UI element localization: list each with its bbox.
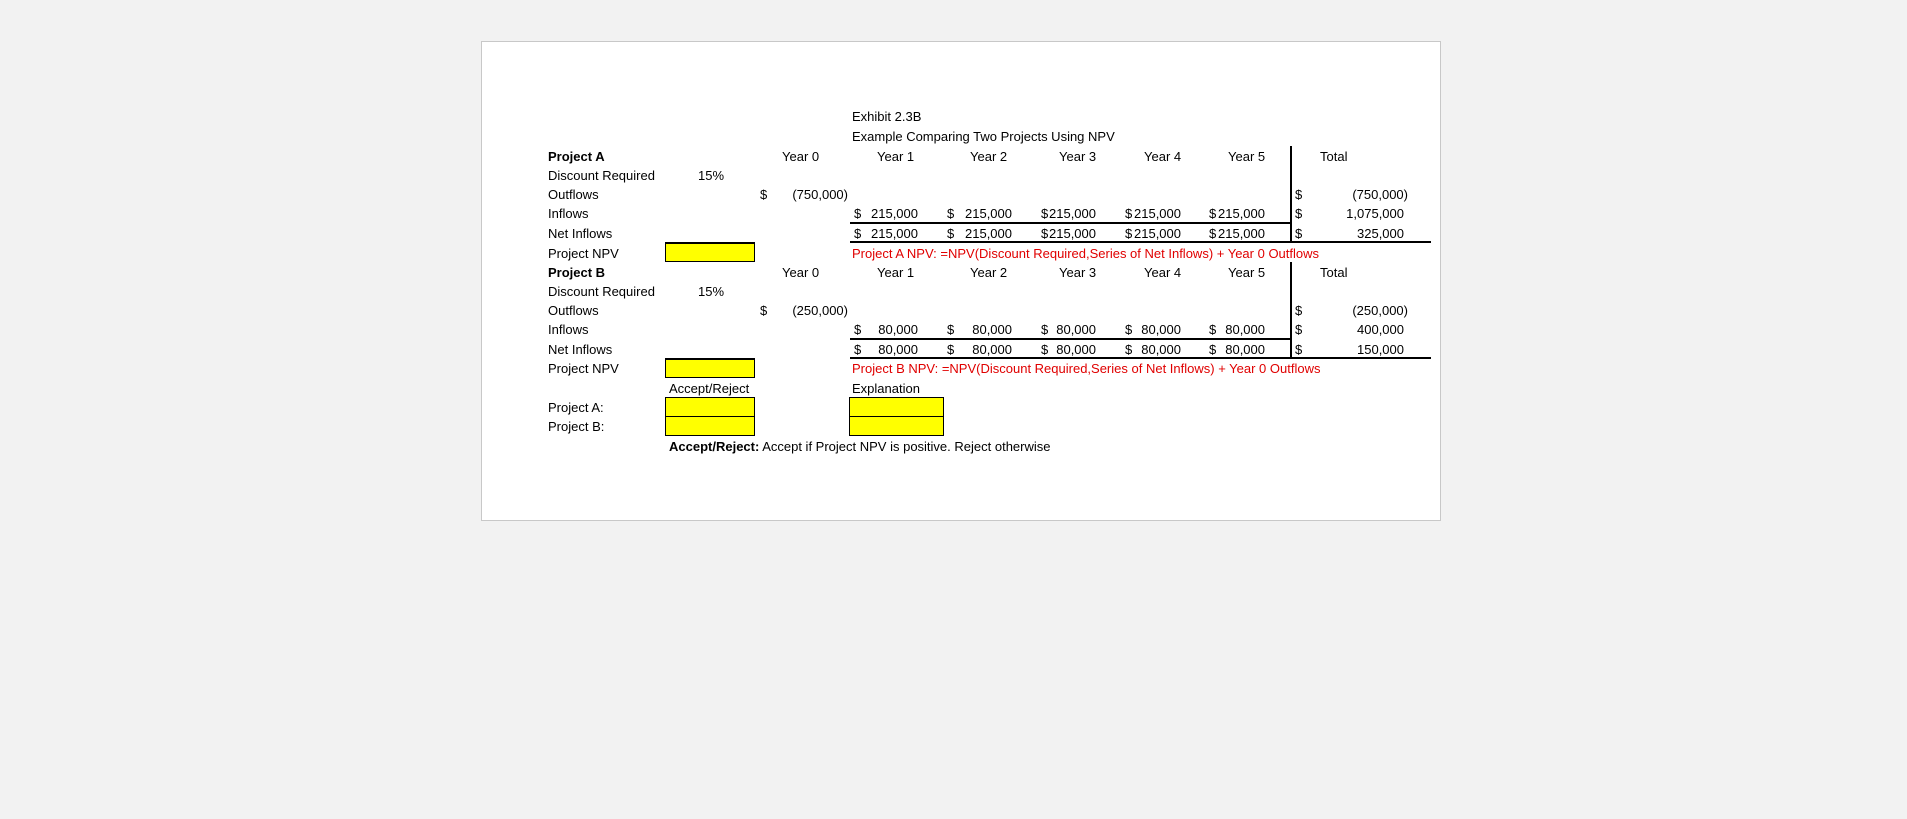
currency-symbol: $ <box>1295 226 1303 241</box>
outflows-label: Outflows <box>548 187 599 202</box>
project-a-net-inflow: 215,000 <box>965 226 1012 241</box>
currency-symbol: $ <box>1295 342 1303 357</box>
project-a-total-net: 325,000 <box>1357 226 1404 241</box>
project-b-total-inflows: 400,000 <box>1357 322 1404 337</box>
project-b-heading: Project B <box>548 265 606 280</box>
year-header: Year 5 <box>1228 149 1266 164</box>
project-b-inflow[interactable]: 80,000 <box>878 322 918 337</box>
discount-label: Discount Required <box>548 284 655 299</box>
exhibit-subtitle: Example Comparing Two Projects Using NPV <box>852 129 1115 144</box>
project-b-net-inflow: 80,000 <box>878 342 918 357</box>
currency-symbol: $ <box>1125 206 1133 221</box>
project-b-net-inflow: 80,000 <box>1056 342 1096 357</box>
currency-symbol: $ <box>854 342 862 357</box>
currency-symbol: $ <box>1125 322 1133 337</box>
project-npv-label: Project NPV <box>548 246 619 261</box>
year-header: Year 2 <box>970 265 1008 280</box>
currency-symbol: $ <box>1125 342 1133 357</box>
net-inflows-underline <box>850 357 1297 359</box>
project-a-discount-rate[interactable]: 15% <box>698 168 725 183</box>
decision-rule-label: Accept/Reject: <box>669 439 760 454</box>
inflows-underline <box>850 222 1290 224</box>
project-npv-label: Project NPV <box>548 361 619 376</box>
total-underline <box>1294 357 1431 359</box>
currency-symbol: $ <box>1041 206 1049 221</box>
year-header: Year 1 <box>877 149 915 164</box>
project-b-inflow[interactable]: 80,000 <box>1056 322 1096 337</box>
project-a-net-inflow: 215,000 <box>1049 226 1096 241</box>
currency-symbol: $ <box>1209 322 1217 337</box>
total-column-divider <box>1290 262 1292 358</box>
currency-symbol: $ <box>854 226 862 241</box>
currency-symbol: $ <box>760 303 768 318</box>
currency-symbol: $ <box>1041 342 1049 357</box>
year-header: Year 4 <box>1144 265 1182 280</box>
currency-symbol: $ <box>1041 322 1049 337</box>
discount-label: Discount Required <box>548 168 655 183</box>
project-b-inflow[interactable]: 80,000 <box>1225 322 1265 337</box>
project-a-outflow-year0[interactable]: (750,000) <box>792 187 848 202</box>
year-header: Year 1 <box>877 265 915 280</box>
project-b-accept-reject-input[interactable] <box>665 416 755 436</box>
currency-symbol: $ <box>947 322 955 337</box>
inflows-underline <box>850 338 1290 340</box>
accept-reject-header: Accept/Reject <box>669 381 750 396</box>
currency-symbol: $ <box>760 187 768 202</box>
project-b-total-outflows: (250,000) <box>1352 303 1408 318</box>
project-a-inflow[interactable]: 215,000 <box>1134 206 1181 221</box>
net-inflows-label: Net Inflows <box>548 226 613 241</box>
net-inflows-label: Net Inflows <box>548 342 613 357</box>
currency-symbol: $ <box>947 226 955 241</box>
currency-symbol: $ <box>854 322 862 337</box>
project-a-net-inflow: 215,000 <box>1134 226 1181 241</box>
currency-symbol: $ <box>947 206 955 221</box>
project-b-inflow[interactable]: 80,000 <box>1141 322 1181 337</box>
project-a-decision-label: Project A: <box>548 400 604 415</box>
project-a-inflow[interactable]: 215,000 <box>871 206 918 221</box>
project-b-discount-rate[interactable]: 15% <box>698 284 725 299</box>
year-header: Year 2 <box>970 149 1008 164</box>
total-header: Total <box>1320 149 1348 164</box>
project-b-net-inflow: 80,000 <box>972 342 1012 357</box>
inflows-label: Inflows <box>548 322 589 337</box>
project-a-accept-reject-input[interactable] <box>665 397 755 417</box>
currency-symbol: $ <box>1295 303 1303 318</box>
year-header: Year 0 <box>782 149 820 164</box>
currency-symbol: $ <box>1125 226 1133 241</box>
decision-rule <box>669 438 1051 455</box>
project-b-decision-label: Project B: <box>548 419 605 434</box>
npv-top-border <box>665 242 755 244</box>
total-header: Total <box>1320 265 1348 280</box>
project-a-inflow[interactable]: 215,000 <box>1049 206 1096 221</box>
project-b-npv-formula: Project B NPV: =NPV(Discount Required,Series of Net Inflows) + Year 0 Outflows <box>852 361 1321 376</box>
year-header: Year 5 <box>1228 265 1266 280</box>
explanation-header: Explanation <box>852 381 920 396</box>
project-b-net-inflow: 80,000 <box>1141 342 1181 357</box>
project-a-inflow[interactable]: 215,000 <box>1218 206 1265 221</box>
project-a-net-inflow: 215,000 <box>1218 226 1265 241</box>
project-a-npv-formula: Project A NPV: =NPV(Discount Required,Series of Net Inflows) + Year 0 Outflows <box>852 246 1320 261</box>
inflows-label: Inflows <box>548 206 589 221</box>
project-a-heading: Project A <box>548 149 605 164</box>
project-a-explanation-input[interactable] <box>849 397 944 417</box>
project-a-total-inflows: 1,075,000 <box>1346 206 1404 221</box>
exhibit-title: Exhibit 2.3B <box>852 109 922 124</box>
project-b-explanation-input[interactable] <box>849 416 944 436</box>
currency-symbol: $ <box>1209 206 1217 221</box>
net-inflows-underline <box>850 241 1297 243</box>
currency-symbol: $ <box>1209 226 1217 241</box>
project-b-net-inflow: 80,000 <box>1225 342 1265 357</box>
project-a-npv-input[interactable] <box>665 243 755 262</box>
total-column-divider <box>1290 146 1292 242</box>
year-header: Year 3 <box>1059 149 1097 164</box>
decision-rule-text: Accept if Project NPV is positive. Reject otherwise <box>759 439 1051 454</box>
project-b-outflow-year0[interactable]: (250,000) <box>792 303 848 318</box>
currency-symbol: $ <box>854 206 862 221</box>
project-b-npv-input[interactable] <box>665 359 755 378</box>
currency-symbol: $ <box>1041 226 1049 241</box>
total-underline <box>1294 241 1431 243</box>
year-header: Year 0 <box>782 265 820 280</box>
currency-symbol: $ <box>1295 206 1303 221</box>
currency-symbol: $ <box>1295 187 1303 202</box>
project-a-total-outflows: (750,000) <box>1352 187 1408 202</box>
year-header: Year 4 <box>1144 149 1182 164</box>
worksheet-page <box>481 41 1441 521</box>
project-b-inflow[interactable]: 80,000 <box>972 322 1012 337</box>
project-a-inflow[interactable]: 215,000 <box>965 206 1012 221</box>
project-a-net-inflow: 215,000 <box>871 226 918 241</box>
currency-symbol: $ <box>947 342 955 357</box>
outflows-label: Outflows <box>548 303 599 318</box>
npv-top-border <box>665 358 755 360</box>
project-b-total-net: 150,000 <box>1357 342 1404 357</box>
year-header: Year 3 <box>1059 265 1097 280</box>
currency-symbol: $ <box>1295 322 1303 337</box>
currency-symbol: $ <box>1209 342 1217 357</box>
